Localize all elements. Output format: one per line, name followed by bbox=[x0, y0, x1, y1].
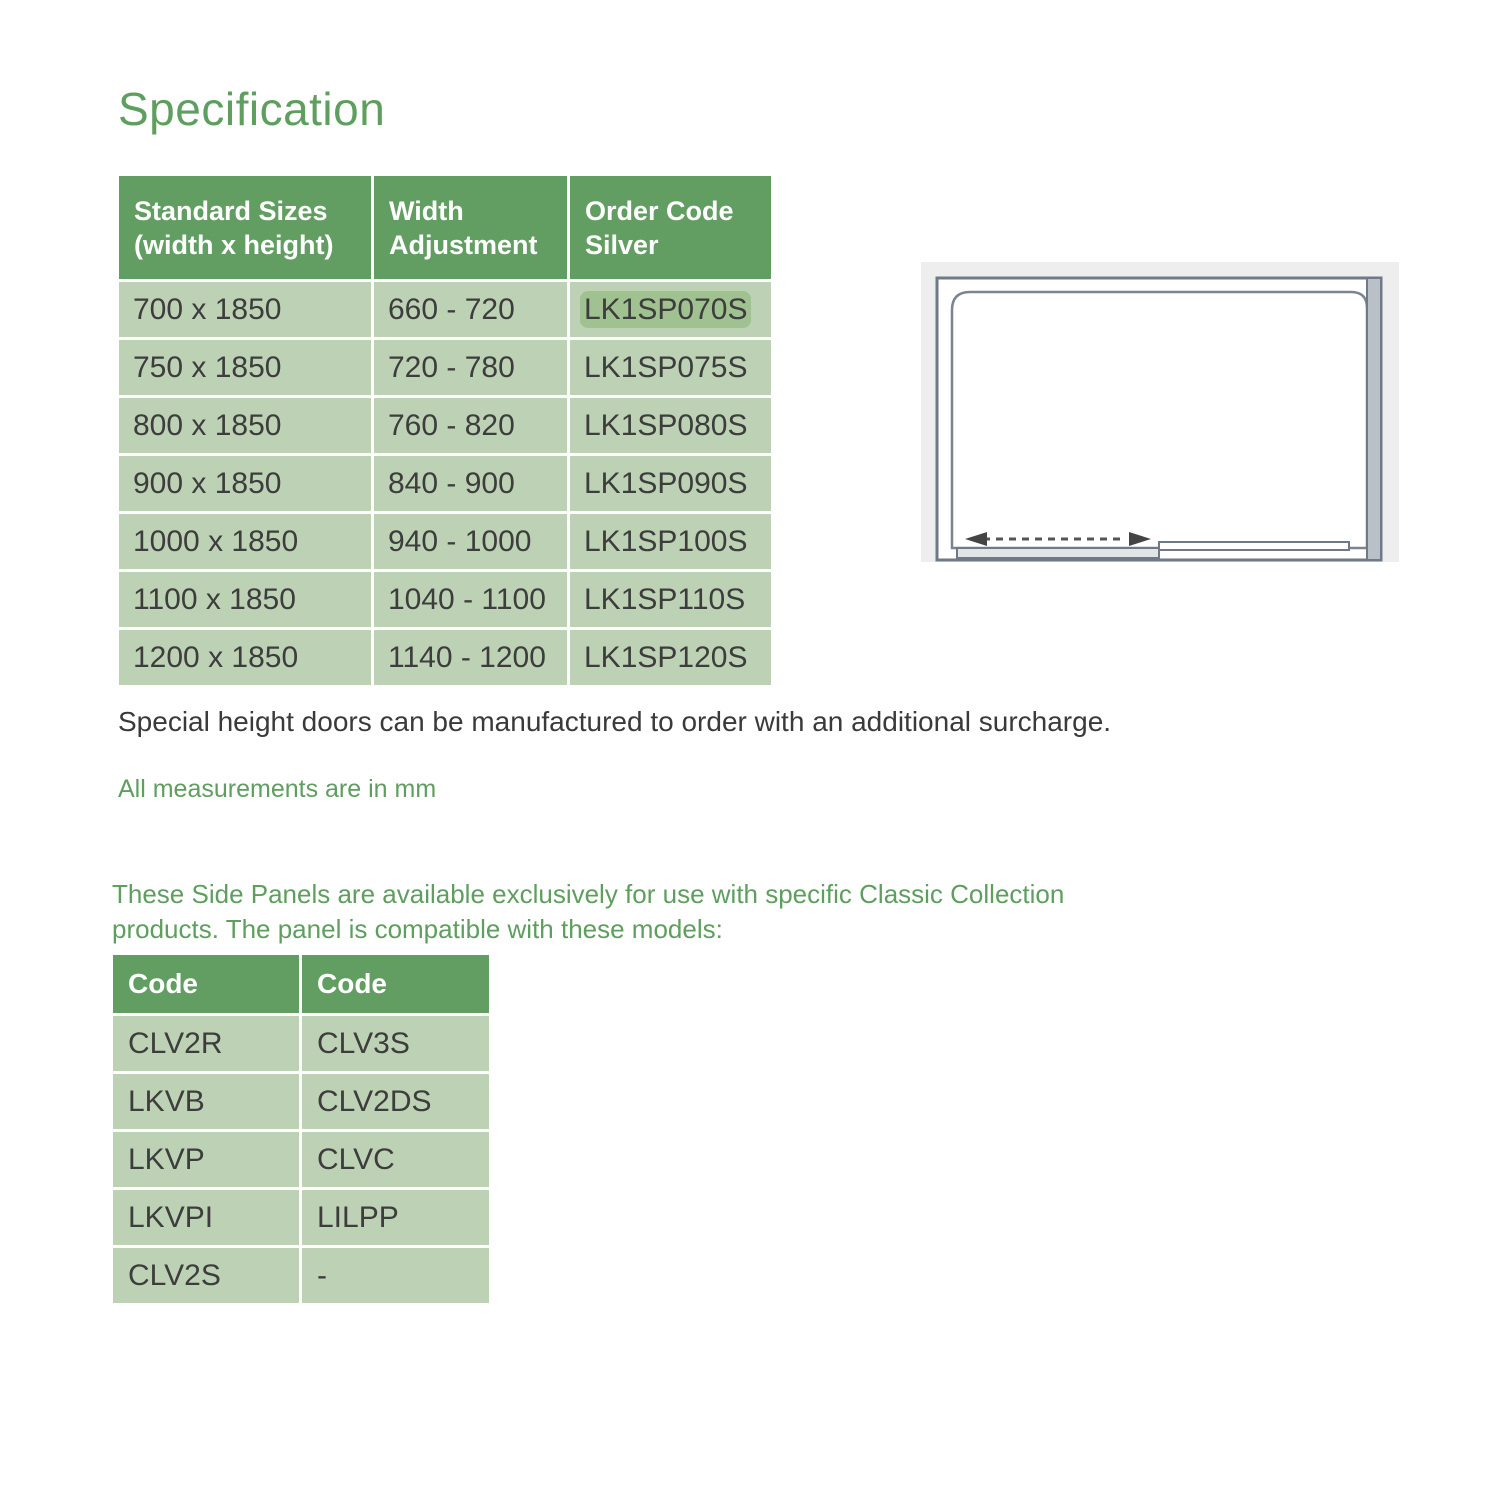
cell-standard-size: 800 x 1850 bbox=[119, 398, 374, 456]
highlighted-order-code: LK1SP070S bbox=[580, 291, 751, 328]
cell-standard-size: 750 x 1850 bbox=[119, 340, 374, 398]
side-panel-diagram bbox=[921, 262, 1399, 562]
table-row bbox=[113, 1016, 489, 1074]
table-header-row bbox=[119, 176, 771, 282]
cell-width-adjustment: 1040 - 1100 bbox=[374, 572, 570, 630]
cell-width-adjustment: 660 - 720 bbox=[374, 282, 570, 340]
cell-standard-size: 1000 x 1850 bbox=[119, 514, 374, 572]
cell-code: LKVPI bbox=[113, 1190, 302, 1248]
table-row bbox=[119, 456, 771, 514]
cell-standard-size: 1100 x 1850 bbox=[119, 572, 374, 630]
table-row bbox=[119, 514, 771, 572]
cell-width-adjustment: 940 - 1000 bbox=[374, 514, 570, 572]
header-code: Code bbox=[113, 955, 302, 1016]
table-row bbox=[113, 1190, 489, 1248]
cell-code: CLVC bbox=[302, 1132, 489, 1190]
table-row bbox=[119, 340, 771, 398]
header-line: (width x height) bbox=[134, 229, 334, 260]
cell-order-code: LK1SP110S bbox=[570, 572, 771, 630]
table-row bbox=[119, 282, 771, 340]
table-header-row bbox=[113, 955, 489, 1016]
cell-order-code: LK1SP100S bbox=[570, 514, 771, 572]
cell-width-adjustment: 760 - 820 bbox=[374, 398, 570, 456]
header-width-adjustment bbox=[374, 176, 570, 282]
cell-code: CLV3S bbox=[302, 1016, 489, 1074]
cell-standard-size: 700 x 1850 bbox=[119, 282, 374, 340]
cell-code: LKVP bbox=[113, 1132, 302, 1190]
header-line: Silver bbox=[585, 229, 659, 260]
compatibility-intro: These Side Panels are available exclusively for use with specific Classic Collection products. The panel is compatible with these models: bbox=[112, 879, 1065, 944]
table-row bbox=[113, 1248, 489, 1303]
cell-order-code: LK1SP075S bbox=[570, 340, 771, 398]
table-row bbox=[119, 572, 771, 630]
cell-width-adjustment: 720 - 780 bbox=[374, 340, 570, 398]
cell-code: CLV2DS bbox=[302, 1074, 489, 1132]
cell-order-code: LK1SP120S bbox=[570, 630, 771, 685]
cell-code: LILPP bbox=[302, 1190, 489, 1248]
panel-frame bbox=[937, 278, 1381, 560]
cell-order-code: LK1SP090S bbox=[570, 456, 771, 514]
table-row bbox=[119, 398, 771, 456]
measurements-note: All measurements are in mm bbox=[118, 775, 437, 803]
cell-code: LKVB bbox=[113, 1074, 302, 1132]
header-line: Order Code bbox=[585, 195, 734, 226]
cell-width-adjustment: 1140 - 1200 bbox=[374, 630, 570, 685]
cell-order-code: LK1SP080S bbox=[570, 398, 771, 456]
cell-code: CLV2R bbox=[113, 1016, 302, 1074]
cell-standard-size: 1200 x 1850 bbox=[119, 630, 374, 685]
bottom-track-right bbox=[1159, 542, 1349, 550]
compatible-models-table bbox=[113, 955, 489, 1303]
table-row bbox=[119, 630, 771, 685]
table-row bbox=[113, 1074, 489, 1132]
header-line: Standard Sizes bbox=[134, 195, 328, 226]
header-line: Adjustment bbox=[389, 229, 538, 260]
wall-profile bbox=[1367, 278, 1381, 560]
cell-code: CLV2S bbox=[113, 1248, 302, 1303]
table-row bbox=[113, 1132, 489, 1190]
header-standard-sizes bbox=[119, 176, 374, 282]
header-code: Code bbox=[302, 955, 489, 1016]
bottom-track-left bbox=[957, 548, 1159, 558]
cell-code: - bbox=[302, 1248, 489, 1303]
specification-table bbox=[119, 176, 771, 685]
special-height-note: Special height doors can be manufactured to order with an additional surcharge. bbox=[118, 706, 1112, 737]
cell-order-code bbox=[570, 282, 771, 340]
cell-width-adjustment: 840 - 900 bbox=[374, 456, 570, 514]
header-line: Width bbox=[389, 195, 464, 226]
page-title: Specification bbox=[118, 83, 386, 135]
cell-standard-size: 900 x 1850 bbox=[119, 456, 374, 514]
header-order-code bbox=[570, 176, 771, 282]
